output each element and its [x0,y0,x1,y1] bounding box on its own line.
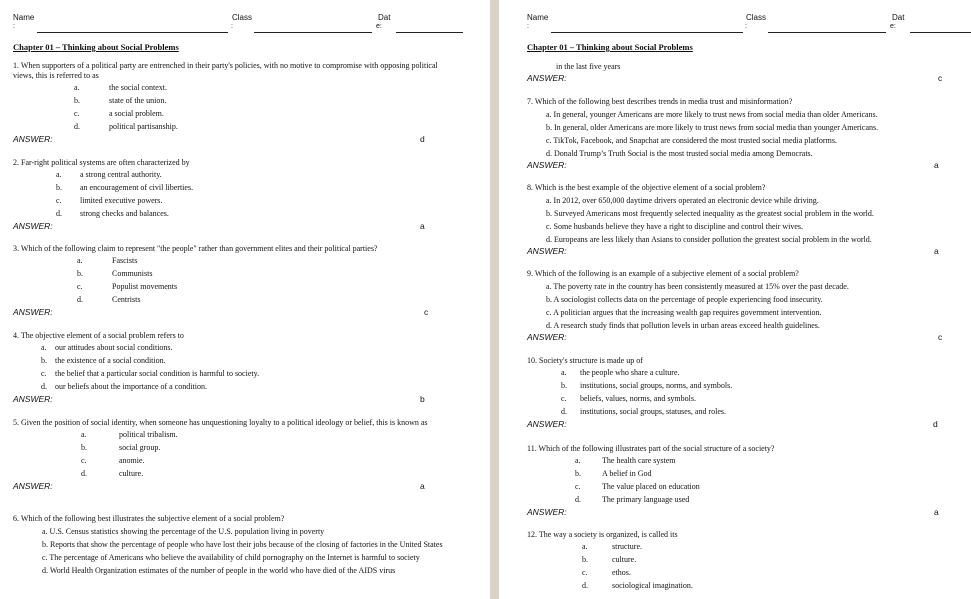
option-c: c. anomie. [81,456,145,465]
option-d: d. our beliefs about the importance of a condition. [41,382,207,391]
option-a: a. In 2012, over 650,000 daytime drivers operated an electronic device while driving. [546,195,819,205]
answer-line: ANSWER: a [527,160,939,170]
answer-value: c [938,73,943,83]
question-2 [13,158,443,233]
option-d: d. A research study finds that pollution levels in urban areas exceed health guidelines. [546,320,820,330]
option-d: d. Europeans are less likely than Asians to consider pollution the greatest social problem in the world. [546,234,872,244]
option-a: a. our attitudes about social conditions. [41,343,173,352]
option-b: b. social group. [81,443,161,452]
option-d-continued: in the last five years [556,62,621,71]
answer-line: ANSWER: c [527,332,943,342]
option-a: a. The health care system [575,456,676,465]
option-b: b. A belief in God [575,469,652,478]
option-c: c. A politician argues that the increasing wealth gap requires government intervention. [546,307,822,317]
option-a: a. Fascists [77,256,138,265]
answer-line: ANSWER: c [527,73,943,83]
question-8 [527,183,947,258]
question-stem: 7. Which of the following best describes trends in media trust and misinformation? [527,97,793,106]
question-6-continued [527,62,947,85]
class-field[interactable] [768,32,886,33]
question-9 [527,269,947,344]
question-stem: 1. When supporters of a political party are entrenched in their party's policies, with no motive to compromise with opposing political views, this is referred to as [13,61,438,80]
option-a: a. In general, younger Americans are more likely to trust news from social media than older Americans. [546,109,878,119]
date-label: Dat [892,13,905,22]
answer-line: ANSWER: a [527,507,939,517]
option-d: d. Centrists [77,295,141,304]
option-d: d. World Health Organization estimates of the number of people in the world who have died of the AIDS virus [42,565,396,575]
question-stem: 5. Given the position of social identity, when someone has unquestioning loyalty to a political ideology or belief, this is known as [13,418,428,427]
option-c: c. The value placed on education [575,482,700,491]
question-10 [527,356,947,431]
question-stem: 6. Which of the following best illustrates the subjective element of a social problem? [13,514,285,523]
question-stem: 10. Society's structure is made up of [527,356,643,365]
name-field[interactable] [37,32,228,33]
answer-value: a [934,507,939,517]
question-12 [527,530,947,592]
answer-line: ANSWER: d [13,134,425,144]
name-class-date-header [0,12,490,34]
option-b: b. A sociologist collects data on the percentage of people experiencing food insecurity. [546,294,823,304]
option-c: c. Some husbands believe they have a right to discipline and control their wives. [546,221,804,231]
option-a: a. political tribalism. [81,430,178,439]
date-field[interactable] [396,32,463,33]
option-a: a. The poverty rate in the country has been consistently measured at 15% over the past decade. [546,281,849,291]
question-3 [13,244,443,319]
option-c: c. limited executive powers. [56,196,163,205]
answer-value: a [934,160,939,170]
question-5 [13,418,455,493]
option-b: b. an encouragement of civil liberties. [56,183,194,192]
option-b: b. state of the union. [74,96,167,105]
name-label: Name [527,13,549,22]
option-c: c. Populist movements [77,282,178,291]
chapter-title: Chapter 01 – Thinking about Social Problems [13,42,179,52]
answer-value: c [938,332,943,342]
option-a: a. structure. [582,542,642,551]
answer-line: ANSWER: d [527,419,938,429]
answer-line: ANSWER: a [13,481,425,491]
option-c: c. the belief that a particular social condition is harmful to society. [41,369,260,378]
question-4 [13,331,443,406]
class-colon: : [745,23,747,30]
option-b: b. Surveyed Americans most frequently selected inequality as the greatest social problem in the world. [546,208,874,218]
question-stem: 9. Which of the following is an example of a subjective element of a social problem? [527,269,799,278]
question-7 [527,97,947,172]
option-c: c. beliefs, values, norms, and symbols. [561,394,696,403]
option-b: b. institutions, social groups, norms, and symbols. [561,381,733,390]
option-d: d. sociological imagination. [582,581,693,590]
class-label: Class [746,13,767,22]
option-b: b. Communists [77,269,153,278]
question-stem: 3. Which of the following claim to represent "the people" rather than government elites and their political parties? [13,244,378,253]
option-b: b. Reports that show the percentage of people who have lost their jobs because of the closing of factories in the United States [42,539,443,549]
option-d: d. The primary language used [575,495,690,504]
question-stem: 2. Far-right political systems are often characterized by [13,158,190,167]
name-class-date-header [499,12,971,34]
answer-value: d [933,419,938,429]
option-c: c. a social problem. [74,109,164,118]
question-11 [527,444,947,519]
name-field[interactable] [551,32,743,33]
date-suffix: e: [890,23,896,30]
question-stem: 12. The way a society is organized, is called its [527,530,678,539]
name-colon: : [13,23,15,30]
question-stem: 8. Which is the best example of the objective element of a social problem? [527,183,766,192]
answer-value: a [934,246,939,256]
date-field[interactable] [910,32,971,33]
answer-line: ANSWER: a [13,221,425,231]
option-c: c. The percentage of Americans who believe the availability of child pornography on the Internet is harmful to society [42,552,420,562]
option-d: d. culture. [81,469,144,478]
chapter-title: Chapter 01 – Thinking about Social Problems [527,42,693,52]
date-suffix: e: [376,23,382,30]
answer-line: ANSWER: b [13,394,425,404]
option-d: d. institutions, social groups, statuses, and roles. [561,407,726,416]
name-label: Name [13,13,35,22]
option-a: a. U.S. Census statistics showing the percentage of the U.S. population living in poverty [42,526,325,536]
class-field[interactable] [254,32,372,33]
option-d: d. Donald Trump’s Truth Social is the most trusted social media among Democrats. [546,148,813,158]
answer-value: b [420,394,425,404]
option-d: d. political partisanship. [74,122,178,131]
question-6 [13,514,445,576]
option-b: b. the existence of a social condition. [41,356,166,365]
question-stem: 4. The objective element of a social problem refers to [13,331,184,340]
answer-value: a [420,221,425,231]
answer-value: c [424,307,429,317]
option-a: a. the social context. [74,83,167,92]
date-label: Dat [378,13,391,22]
name-colon: : [527,23,529,30]
question-1 [13,61,443,146]
option-b: b. In general, older Americans are more likely to trust news from social media than younger Americans. [546,122,879,132]
right-page [499,0,971,599]
option-a: a. a strong central authority. [56,170,162,179]
question-stem: 11. Which of the following illustrates part of the social structure of a society? [527,444,775,453]
answer-value: d [420,134,425,144]
class-label: Class [232,13,253,22]
answer-line: ANSWER: a [527,246,939,256]
answer-line: ANSWER: c [13,307,429,317]
option-a: a. the people who share a culture. [561,368,680,377]
class-colon: : [231,23,233,30]
option-c: c. TikTok, Facebook, and Snapchat are considered the most trusted social media platforms. [546,135,837,145]
option-b: b. culture. [582,555,637,564]
option-c: c. ethos. [582,568,631,577]
answer-value: a [420,481,425,491]
option-d: d. strong checks and balances. [56,209,169,218]
